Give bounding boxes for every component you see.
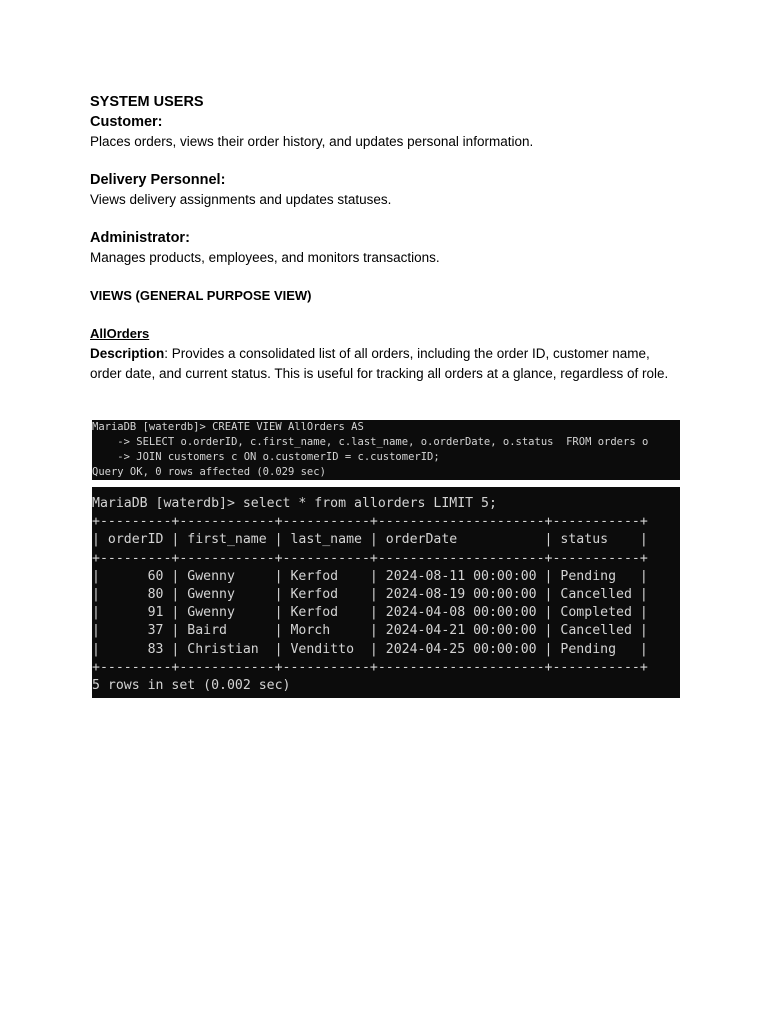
terminal-command: MariaDB [waterdb]> select * from allorders LIMIT 5;: [92, 496, 497, 511]
table-row: | 80 | Gwenny | Kerfod | 2024-08-19 00:00:00 | Cancelled |: [92, 587, 648, 603]
terminal-line: -> JOIN customers c ON o.customerID = c.customerID;: [92, 451, 440, 463]
admin-role-description: Manages products, employees, and monitors transactions.: [90, 250, 440, 265]
terminal-create-view-screenshot: [92, 420, 680, 480]
customer-role-name: Customer:: [90, 114, 163, 130]
description-text: : Provides a consolidated list of all orders, including the order ID, customer name, order date, and current status. This is useful for tracking all orders at a glance, regardless of role.: [90, 346, 669, 381]
table-row: | 60 | Gwenny | Kerfod | 2024-08-11 00:00:00 | Pending |: [92, 568, 648, 584]
delivery-role-description: Views delivery assignments and updates statuses.: [90, 192, 392, 207]
spacer: [90, 306, 680, 324]
admin-role-name: Administrator:: [90, 230, 190, 246]
customer-role-description: Places orders, views their order history, and updates personal information.: [90, 134, 534, 149]
terminal-line: Query OK, 0 rows affected (0.029 sec): [92, 466, 326, 478]
terminal-line: MariaDB [waterdb]> CREATE VIEW AllOrders AS: [92, 421, 364, 433]
table-row: | 91 | Gwenny | Kerfod | 2024-04-08 00:00:00 | Completed |: [92, 605, 648, 621]
view-description: [90, 344, 680, 383]
table-row: | 83 | Christian | Venditto | 2024-04-25 00:00:00 | Pending |: [92, 641, 648, 657]
spacer: [90, 268, 680, 286]
terminal-select-result-screenshot: [92, 487, 680, 698]
table-border-bottom: +---------+------------+-----------+---------------------+-----------+: [92, 659, 648, 675]
views-heading: VIEWS (GENERAL PURPOSE VIEW): [90, 288, 312, 303]
terminal-line: -> SELECT o.orderID, c.first_name, c.last_name, o.orderDate, o.status FROM orders o: [92, 436, 649, 448]
document-body: [90, 92, 680, 383]
table-border-mid: +---------+------------+-----------+---------------------+-----------+: [92, 550, 648, 566]
system-users-heading: SYSTEM USERS: [90, 94, 204, 110]
table-border-top: +---------+------------+-----------+---------------------+-----------+: [92, 514, 648, 530]
description-label: Description: [90, 346, 165, 361]
terminal-footer: 5 rows in set (0.002 sec): [92, 678, 291, 694]
spacer: [90, 152, 680, 170]
delivery-role-name: Delivery Personnel:: [90, 172, 226, 188]
view-name-allorders: AllOrders: [90, 326, 150, 341]
table-row: | 37 | Baird | Morch | 2024-04-21 00:00:00 | Cancelled |: [92, 623, 648, 639]
spacer: [90, 210, 680, 228]
table-header: | orderID | first_name | last_name | orderDate | status |: [92, 532, 648, 548]
